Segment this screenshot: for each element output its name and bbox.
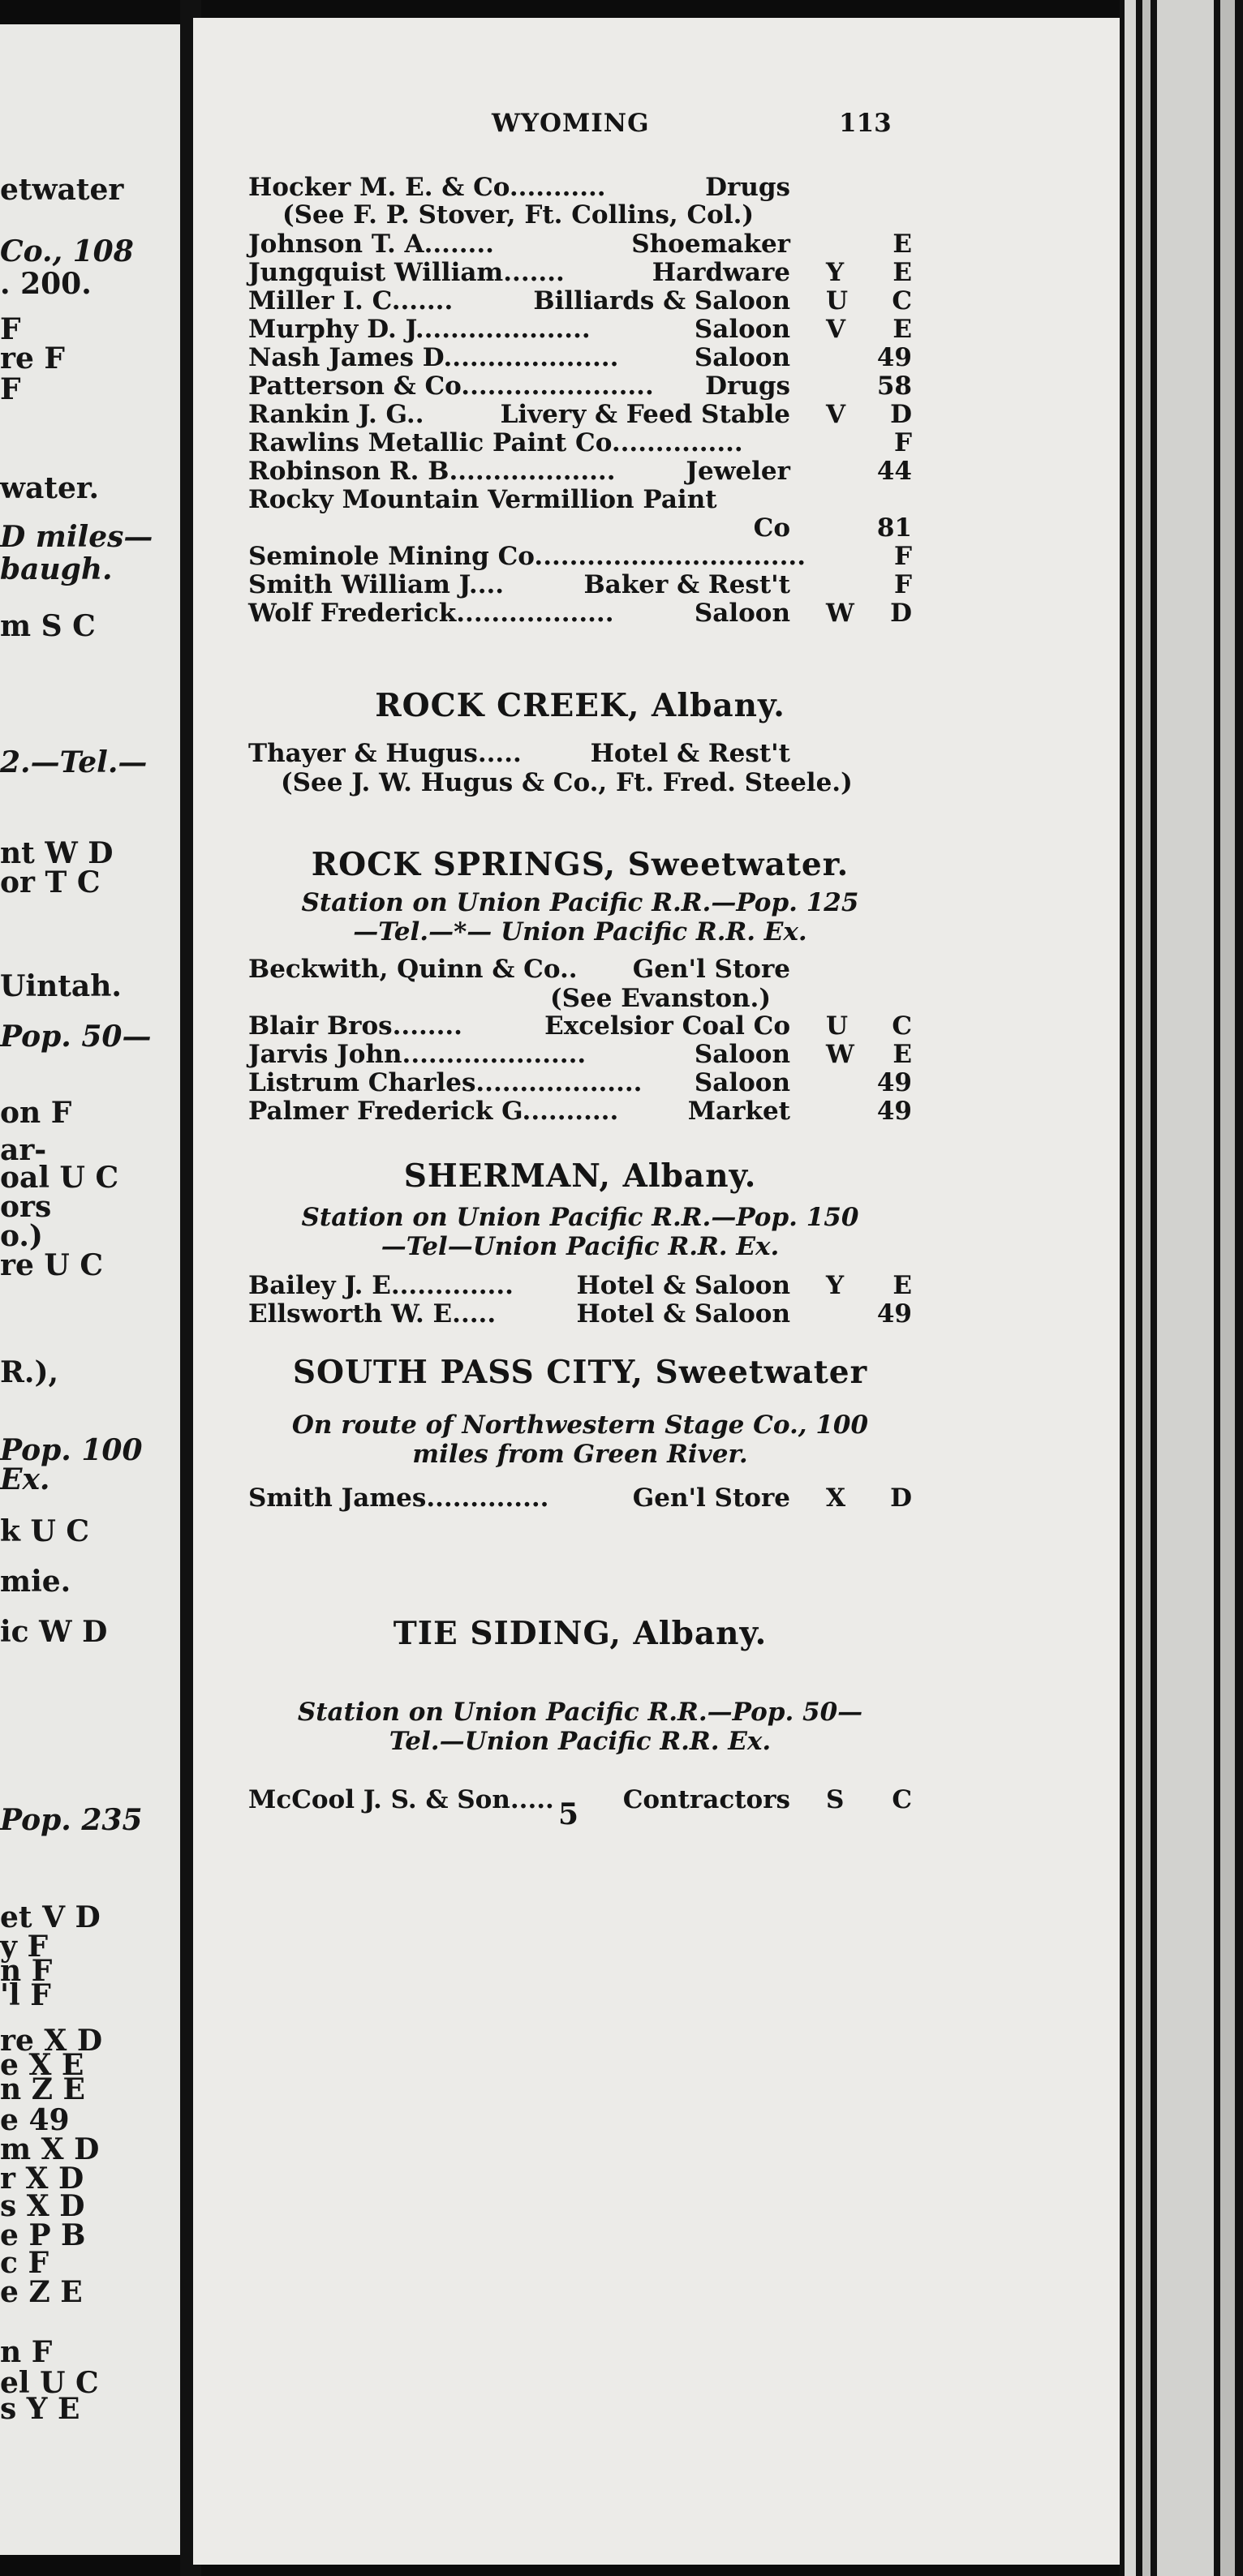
directory-entry — [248, 1784, 912, 1815]
page-edge-strip — [1142, 0, 1151, 2576]
entry-name: Ellsworth W. E..... — [248, 1299, 497, 1329]
entry-credit: 49 — [876, 1068, 912, 1097]
left-page-text: re X D — [0, 2024, 103, 2058]
entry-credit: 44 — [876, 457, 912, 486]
page-edge-strip — [1125, 0, 1136, 2576]
entry-credit: E — [892, 258, 912, 287]
station-info: —Tel—Union Pacific R.R. Ex. — [381, 1232, 780, 1261]
entry-name: Palmer Frederick G........... — [248, 1097, 619, 1126]
entry-business: Saloon — [694, 343, 790, 372]
entry-business: Shoemaker — [631, 230, 790, 259]
entry-business: Jeweler — [686, 457, 790, 486]
left-page-text: ar- — [0, 1133, 47, 1167]
entry-business: Saloon — [694, 1040, 790, 1069]
directory-entry — [248, 954, 912, 985]
section-heading-south-pass: SOUTH PASS CITY, Sweetwater — [292, 1354, 868, 1391]
left-page-text: el U C — [0, 2366, 99, 2400]
directory-entry — [248, 342, 912, 373]
cross-reference-note: (See Evanston.) — [550, 984, 772, 1013]
station-info: On route of Northwestern Stage Co., 100 — [291, 1410, 869, 1440]
entry-name: Johnson T. A........ — [248, 230, 494, 259]
entry-name: Robinson R. B................... — [248, 457, 616, 486]
left-page-text: e X E — [0, 2048, 84, 2082]
entry-credit: 58 — [876, 371, 912, 401]
directory-entry — [248, 172, 912, 203]
entry-credit: 81 — [876, 513, 912, 543]
entry-name: Jarvis John..................... — [248, 1040, 587, 1069]
left-page-text: c F — [0, 2246, 49, 2280]
entry-business: Excelsior Coal Co — [544, 1011, 790, 1041]
section-heading-rock-creek: ROCK CREEK, Albany. — [375, 687, 785, 724]
signature-mark: 5 — [558, 1797, 579, 1831]
left-page-text: ors — [0, 1190, 52, 1224]
section-heading-tie-siding: TIE SIDING, Albany. — [393, 1615, 768, 1652]
entry-business: Hotel & Saloon — [576, 1271, 790, 1300]
left-page-text: F — [0, 372, 21, 406]
directory-entry — [248, 1067, 912, 1098]
section-heading-rock-springs: ROCK SPRINGS, Sweetwater. — [311, 846, 849, 883]
left-page-text: m X D — [0, 2132, 100, 2166]
entry-credit: E — [892, 1040, 912, 1069]
directory-entry — [248, 1096, 912, 1127]
entry-rating: Y — [826, 258, 845, 287]
entry-business: Hardware — [652, 258, 790, 287]
entry-credit: E — [892, 1271, 912, 1300]
left-page-text: k U C — [0, 1514, 90, 1548]
entry-name: Rankin J. G.. — [248, 400, 424, 429]
entry-name: Thayer & Hugus..... — [248, 739, 522, 768]
entry-name: Rocky Mountain Vermillion Paint — [248, 485, 717, 514]
directory-entry — [248, 569, 912, 600]
station-info: —Tel.—*— Union Pacific R.R. Ex. — [353, 917, 807, 947]
entry-rating: S — [826, 1785, 845, 1814]
left-page-text: Pop. 100 — [0, 1433, 143, 1467]
entry-name: Hocker M. E. & Co........... — [248, 173, 606, 202]
left-page-text: s Y E — [0, 2392, 80, 2426]
left-page-text: F — [0, 312, 21, 346]
entry-business: Saloon — [694, 315, 790, 344]
left-page-text: re U C — [0, 1248, 103, 1282]
entry-rating: W — [826, 1040, 854, 1069]
entry-business: Saloon — [694, 1068, 790, 1097]
entry-business: Baker & Rest't — [583, 570, 790, 599]
left-page-fragment — [0, 24, 180, 2555]
directory-entry — [248, 456, 912, 487]
entry-credit: E — [892, 230, 912, 259]
station-info: Tel.—Union Pacific R.R. Ex. — [389, 1727, 772, 1756]
entry-name: Blair Bros........ — [248, 1011, 462, 1041]
entry-credit: E — [892, 315, 912, 344]
entry-credit: C — [892, 286, 912, 316]
entry-business: Gen'l Store — [632, 1483, 790, 1513]
entry-business: Drugs — [705, 371, 790, 401]
station-info: Station on Union Pacific R.R.—Pop. 50— — [297, 1698, 863, 1727]
left-page-text: D miles— — [0, 520, 153, 554]
directory-entry — [248, 484, 912, 515]
entry-credit: 49 — [876, 1299, 912, 1329]
left-page-text: m S C — [0, 609, 96, 643]
entry-name: McCool J. S. & Son..... — [248, 1785, 554, 1814]
station-info: Station on Union Pacific R.R.—Pop. 150 — [301, 1203, 859, 1232]
entry-name: Patterson & Co...................... — [248, 371, 654, 401]
entry-business: Saloon — [694, 599, 790, 628]
left-page-text: y F — [0, 1930, 49, 1964]
left-page-text: Ex. — [0, 1462, 50, 1496]
left-page-text: baugh. — [0, 552, 113, 586]
directory-entry — [248, 1039, 912, 1070]
left-page-text: ic W D — [0, 1615, 108, 1649]
left-page-text: et V D — [0, 1900, 101, 1934]
entry-credit: D — [890, 599, 912, 628]
left-page-text: water. — [0, 471, 100, 505]
left-page-text: oal U C — [0, 1161, 119, 1195]
entry-name: Murphy D. J.................... — [248, 315, 591, 344]
page-edge-strip — [1157, 0, 1214, 2576]
entry-business: Hotel & Rest't — [590, 739, 790, 768]
directory-entry — [248, 513, 912, 543]
entry-credit: C — [892, 1785, 912, 1814]
left-page-text: mie. — [0, 1565, 71, 1599]
entry-name: Seminole Mining Co............................... — [248, 542, 806, 571]
entry-business: Hotel & Saloon — [576, 1299, 790, 1329]
left-page-text: Uintah. — [0, 969, 122, 1003]
entry-name: Wolf Frederick.................. — [248, 599, 614, 628]
entry-business: Co — [753, 513, 790, 543]
entry-rating: X — [826, 1483, 846, 1513]
left-page-text: R.), — [0, 1355, 59, 1389]
left-page-text: nt W D — [0, 836, 114, 870]
directory-entry — [248, 314, 912, 345]
entry-name: Smith William J.... — [248, 570, 505, 599]
directory-entry — [248, 399, 912, 430]
directory-entry — [248, 598, 912, 629]
left-page-text: e Z E — [0, 2275, 83, 2309]
directory-entry — [248, 738, 912, 769]
left-page-text: on F — [0, 1096, 72, 1130]
entry-rating: U — [826, 1011, 849, 1041]
entry-name: Rawlins Metallic Paint Co............... — [248, 428, 743, 457]
left-page-text: o.) — [0, 1219, 43, 1253]
entry-credit: F — [893, 570, 912, 599]
left-page-text: 2.—Tel.— — [0, 745, 148, 779]
cross-reference-note: (See F. P. Stover, Ft. Collins, Col.) — [282, 200, 755, 230]
left-page-text: n F — [0, 1954, 53, 1988]
left-page-text: re F — [0, 341, 65, 376]
directory-entry — [248, 286, 912, 316]
entry-rating: W — [826, 599, 854, 628]
left-page-text: Pop. 50— — [0, 1020, 152, 1054]
entry-business: Market — [687, 1097, 790, 1126]
left-page-text: or T C — [0, 865, 101, 899]
entry-rating: V — [826, 315, 846, 344]
station-info: Station on Union Pacific R.R.—Pop. 125 — [301, 888, 859, 917]
directory-entry — [248, 541, 912, 572]
left-page-text: n F — [0, 2335, 53, 2369]
left-page-text: 'l F — [0, 1978, 51, 2012]
directory-entry — [248, 257, 912, 288]
directory-entry — [248, 427, 912, 458]
entry-rating: Y — [826, 1271, 845, 1300]
page-edges — [1120, 0, 1243, 2576]
left-page-text: Pop. 235 — [0, 1803, 143, 1837]
entry-rating: V — [826, 400, 846, 429]
left-page-text: n Z E — [0, 2072, 85, 2106]
section-heading-sherman: SHERMAN, Albany. — [403, 1157, 757, 1195]
entry-business: Drugs — [705, 173, 790, 202]
directory-entry — [248, 1299, 912, 1329]
entry-credit: D — [890, 400, 912, 429]
entry-name: Listrum Charles................... — [248, 1068, 643, 1097]
directory-entry — [248, 1483, 912, 1513]
entry-name: Nash James D.................... — [248, 343, 619, 372]
left-page-text: e P B — [0, 2218, 86, 2252]
left-page-text: Co., 108 — [0, 234, 134, 268]
page-edge-strip — [1220, 0, 1235, 2576]
directory-entry — [248, 1270, 912, 1301]
left-page-text: etwater — [0, 173, 124, 207]
entry-name: Beckwith, Quinn & Co.. — [248, 955, 578, 984]
entry-credit: F — [893, 428, 912, 457]
page-header — [248, 109, 912, 141]
directory-entry — [248, 1011, 912, 1041]
entry-credit: 49 — [876, 1097, 912, 1126]
left-page-text: e 49 — [0, 2103, 70, 2137]
page-number-top: 113 — [839, 109, 892, 138]
entry-credit: 49 — [876, 343, 912, 372]
state-title: WYOMING — [492, 109, 650, 138]
entry-name: Bailey J. E.............. — [248, 1271, 514, 1300]
cross-reference-note: (See J. W. Hugus & Co., Ft. Fred. Steele.) — [281, 768, 853, 797]
entry-business: Billiards & Saloon — [533, 286, 790, 316]
directory-entry — [248, 371, 912, 401]
entry-name: Smith James.............. — [248, 1483, 549, 1513]
entry-name: Jungquist William....... — [248, 258, 565, 287]
entry-name: Miller I. C....... — [248, 286, 454, 316]
entry-credit: F — [893, 542, 912, 571]
left-page-text: r X D — [0, 2162, 84, 2196]
entry-business: Livery & Feed Stable — [500, 400, 790, 429]
entry-credit: D — [890, 1483, 912, 1513]
left-page-text: . 200. — [0, 267, 92, 301]
station-info: miles from Green River. — [412, 1440, 748, 1469]
left-page-text: s X D — [0, 2189, 85, 2223]
entry-rating: U — [826, 286, 849, 316]
entry-credit: C — [892, 1011, 912, 1041]
directory-entry — [248, 229, 912, 260]
entry-business: Contractors — [622, 1785, 790, 1814]
entry-business: Gen'l Store — [632, 955, 790, 984]
